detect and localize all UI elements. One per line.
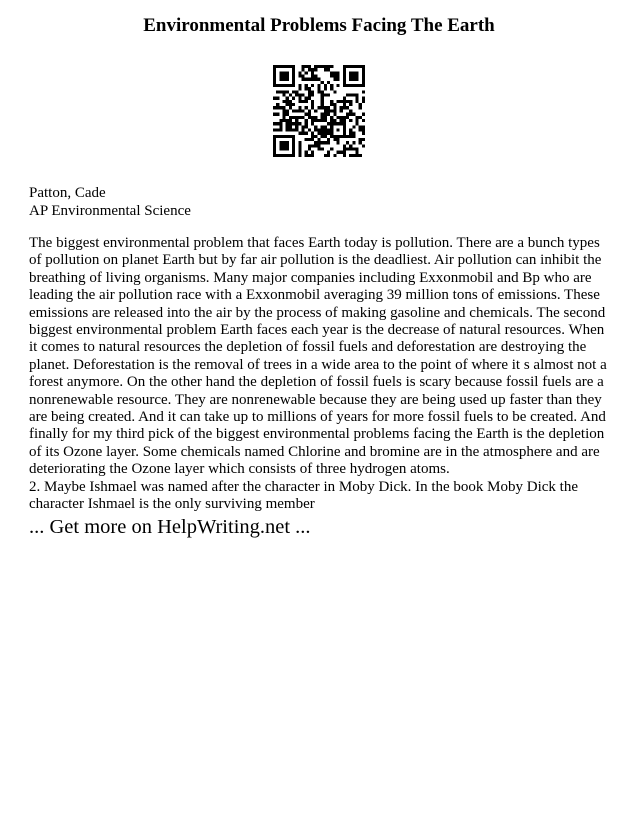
author-block bbox=[29, 184, 191, 220]
essay-paragraph-1: The biggest environmental problem that faces Earth today is pollution. There are a bunch types of pollution on planet Earth but by far air pollution is the deadliest. Air pollution can inhibit the breathing of living organisms. Many major companies including Exxonmobil and Bp who are leading the air pollution race with a Exxonmobil averaging 39 million tons of emissions. These emissions are released into the air by the process of making gasoline and chemicals. The second biggest environmental problem Earth faces each year is the decrease of natural resources. When it comes to natural resources the depletion of fossil fuels and deforestation are destroying the planet. Deforestation is the removal of trees in a wide area to the point of where it s almost not a forest anymore. On the other hand the depletion of fossil fuels is scary because fossil fuels are a nonrenewable resource. They are nonrenewable because they are being used up faster than they are being created. And it can take up to millions of years for more fossil fuels to be created. And finally for my third pick of the biggest environmental problems facing the Earth is the depletion of its Ozone layer. Some chemicals named Chlorine and bromine are in the atmosphere and are deteriorating the Ozone layer which consists of three hydrogen atoms. bbox=[29, 235, 607, 478]
essay-paragraph-2: 2. Maybe Ishmael was named after the character in Moby Dick. In the book Moby Dick the character Ishmael is the only surviving member bbox=[29, 478, 578, 513]
get-more-link[interactable]: ... Get more on HelpWriting.net ... bbox=[29, 516, 311, 538]
author-name: Patton, Cade bbox=[29, 185, 106, 201]
page-title: Environmental Problems Facing The Earth bbox=[143, 15, 495, 36]
essay-body bbox=[29, 235, 614, 514]
qr-code-icon bbox=[273, 65, 365, 157]
course-name: AP Environmental Science bbox=[29, 203, 191, 219]
